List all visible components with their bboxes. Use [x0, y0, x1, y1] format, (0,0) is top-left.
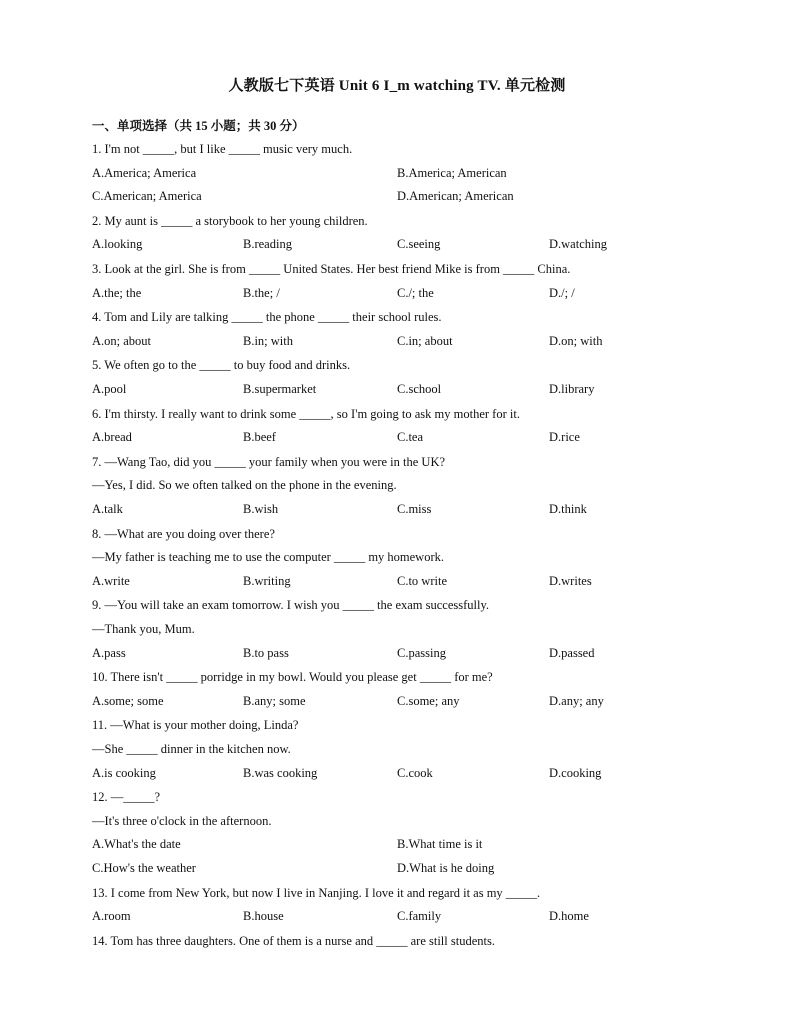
answer-option: A.America; America [92, 165, 197, 180]
answer-option: B.supermarket [243, 382, 317, 396]
answer-option: B.reading [243, 237, 292, 252]
answer-option: B.writing [243, 573, 291, 588]
answer-option: A.pass [92, 645, 126, 660]
question-dialogue-line: —Yes, I did. So we often talked on the phone in the evening. [92, 478, 397, 493]
question-dialogue-line: —My father is teaching me to use the computer _____ my homework. [92, 550, 445, 565]
answer-option: C.miss [397, 502, 432, 516]
answer-option: D.library [549, 382, 595, 396]
answer-option: A.is cooking [92, 765, 156, 780]
question-stem: 10. There isn't _____ porridge in my bowl. Would you please get _____ for me? [92, 670, 493, 685]
answer-option: B.wish [243, 502, 279, 516]
answer-option: C./; the [397, 285, 434, 300]
answer-option: C.cook [397, 765, 433, 780]
answer-option: D.any; any [549, 693, 604, 708]
answer-option: C.seeing [397, 237, 441, 252]
question-stem: 12. —_____? [92, 790, 161, 805]
question-dialogue-line: —It's three o'clock in the afternoon. [92, 813, 272, 828]
answer-option: A.looking [92, 237, 143, 252]
answer-option: A.room [92, 909, 131, 924]
answer-option: D.American; American [397, 189, 514, 204]
page-title: 人教版七下英语 Unit 6 I_m watching TV. 单元检测 [228, 78, 566, 94]
question-stem: 9. —You will take an exam tomorrow. I wish you _____ the exam successfully. [92, 598, 490, 613]
question-stem: 7. —Wang Tao, did you _____ your family when you were in the UK? [92, 454, 446, 469]
answer-option: C.family [397, 909, 442, 924]
answer-option: A.pool [92, 382, 127, 396]
answer-option: D./; / [549, 285, 575, 300]
question-stem: 13. I come from New York, but now I live in Nanjing. I love it and regard it as my _____. [92, 885, 541, 900]
answer-option: B.the; / [243, 285, 280, 300]
answer-option: A.some; some [92, 693, 164, 708]
answer-option: B.any; some [243, 693, 306, 708]
answer-option: B.What time is it [397, 837, 483, 852]
question-stem: 1. I'm not _____, but I like _____ music very much. [92, 142, 353, 156]
section-heading: 一、单项选择（共 15 小题；共 30 分） [92, 119, 305, 133]
answer-option: D.watching [549, 237, 607, 252]
answer-option: B.America; American [397, 165, 507, 180]
question-stem: 6. I'm thirsty. I really want to drink some _____, so I'm going to ask my mother for it. [92, 406, 520, 421]
answer-option: C.passing [397, 645, 446, 660]
answer-option: D.home [549, 909, 589, 924]
question-stem: 5. We often go to the _____ to buy food and drinks. [92, 358, 351, 373]
answer-option: A.on; about [92, 333, 152, 348]
answer-option: C.to write [397, 573, 447, 588]
answer-option: A.the; the [92, 285, 142, 300]
answer-option: D.on; with [549, 333, 603, 348]
answer-option: C.school [397, 382, 442, 396]
answer-option: C.some; any [397, 693, 460, 708]
answer-option: B.house [243, 909, 284, 924]
question-stem: 4. Tom and Lily are talking _____ the phone _____ their school rules. [92, 310, 442, 325]
question-stem: 2. My aunt is _____ a storybook to her young children. [92, 213, 368, 228]
answer-option: C.tea [397, 430, 424, 445]
answer-option: D.think [549, 502, 587, 516]
question-dialogue-line: —She _____ dinner in the kitchen now. [92, 742, 291, 756]
answer-option: A.What's the date [92, 837, 181, 852]
answer-option: A.write [92, 573, 130, 588]
answer-option: B.beef [243, 430, 276, 445]
answer-option: B.in; with [243, 333, 294, 348]
answer-option: D.writes [549, 573, 592, 588]
answer-option: D.passed [549, 645, 595, 660]
answer-option: A.bread [92, 430, 132, 445]
answer-option: D.rice [549, 430, 580, 445]
answer-option: B.to pass [243, 645, 289, 660]
question-dialogue-line: —Thank you, Mum. [92, 622, 195, 636]
question-stem: 14. Tom has three daughters. One of them is a nurse and _____ are still students. [92, 933, 495, 948]
answer-option: A.talk [92, 502, 123, 516]
answer-option: B.was cooking [243, 765, 318, 780]
answer-option: C.in; about [397, 333, 453, 348]
question-stem: 8. —What are you doing over there? [92, 526, 275, 541]
answer-option: D.What is he doing [397, 861, 495, 875]
answer-option: D.cooking [549, 765, 602, 780]
answer-option: C.How's the weather [92, 861, 196, 875]
answer-option: C.American; America [92, 189, 202, 204]
question-stem: 11. —What is your mother doing, Linda? [92, 718, 299, 733]
question-stem: 3. Look at the girl. She is from _____ United States. Her best friend Mike is from _____ China. [92, 262, 571, 276]
